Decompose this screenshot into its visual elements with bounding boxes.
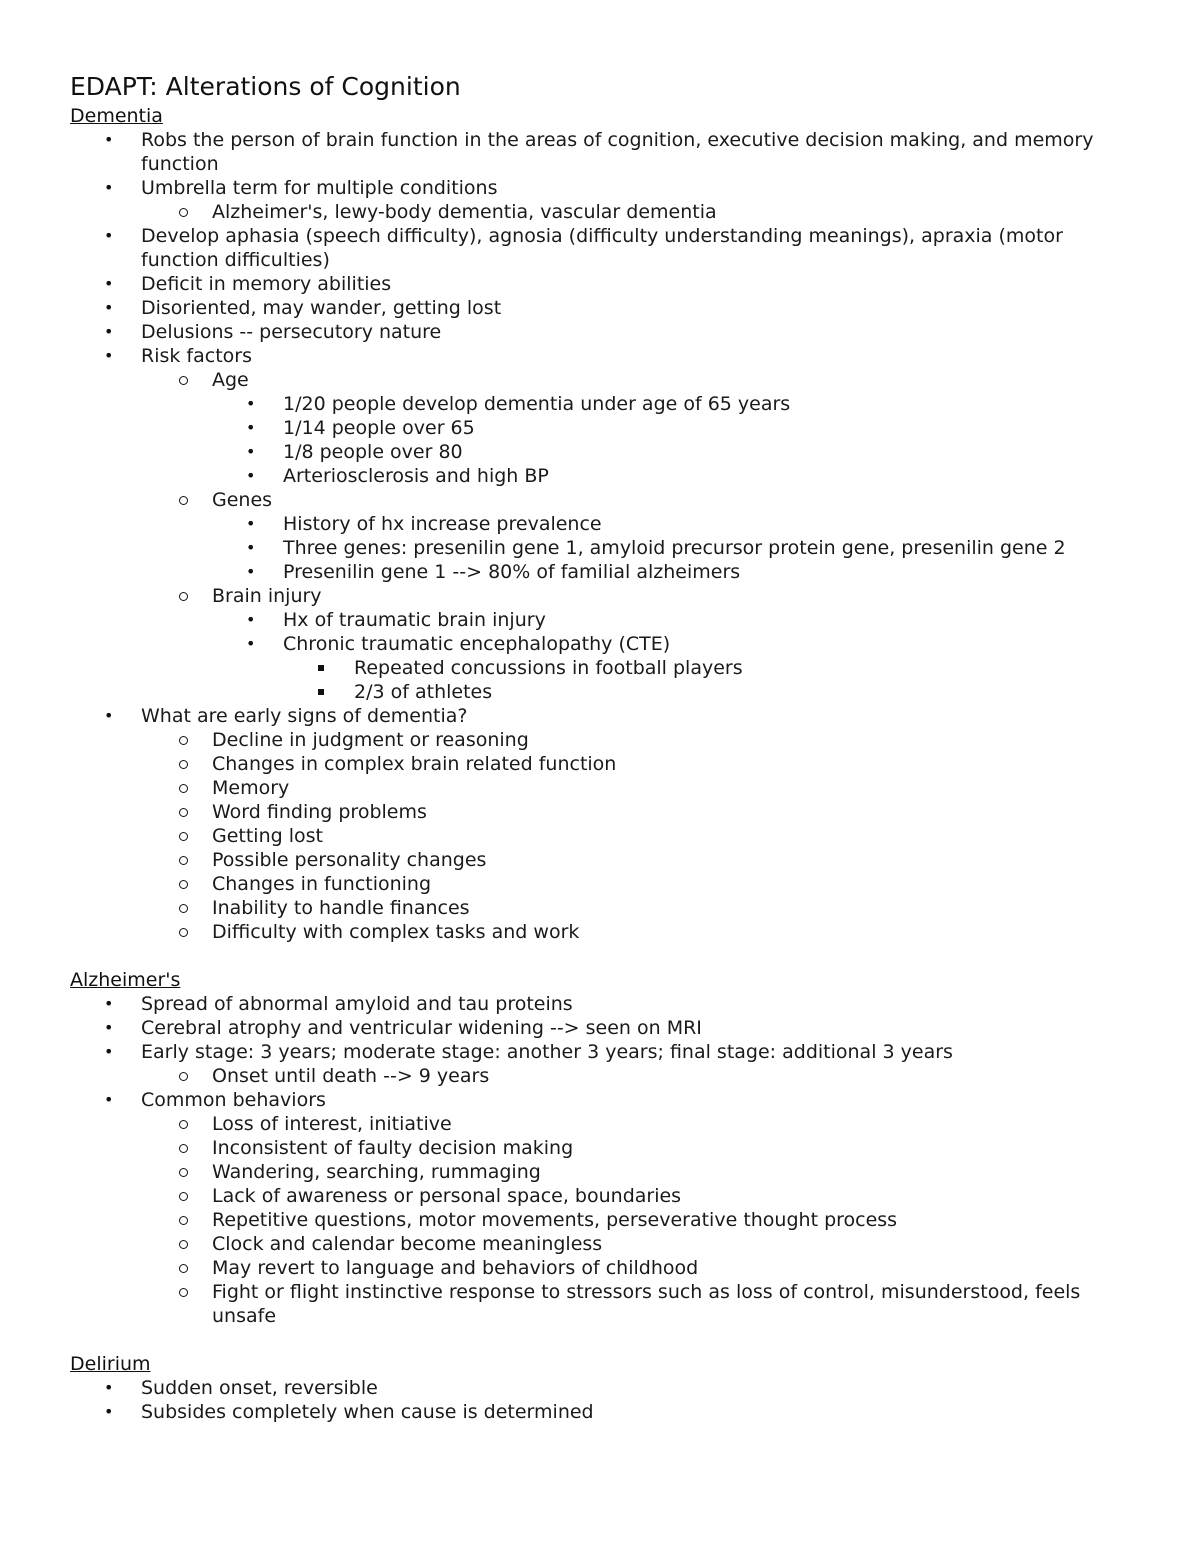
hollow-circle-bullet-icon bbox=[179, 856, 188, 865]
list-item bbox=[70, 224, 1130, 272]
list-item bbox=[70, 704, 1130, 944]
document-page bbox=[70, 70, 1130, 1424]
bullet-icon bbox=[246, 440, 255, 464]
square-bullet-icon bbox=[318, 665, 324, 671]
list-item bbox=[70, 1112, 1130, 1136]
hollow-circle-bullet-icon bbox=[179, 784, 188, 793]
list-item-text: Inability to handle finances bbox=[212, 897, 470, 919]
list-item-text: Genes bbox=[212, 489, 273, 511]
list-item bbox=[70, 992, 1130, 1016]
list-item-text: Three genes: presenilin gene 1, amyloid precursor protein gene, presenilin gene 2 bbox=[283, 537, 1066, 559]
hollow-circle-bullet-icon bbox=[179, 376, 188, 385]
list-item-text: Spread of abnormal amyloid and tau proteins bbox=[141, 993, 573, 1015]
list-item-text: Presenilin gene 1 --> 80% of familial alzheimers bbox=[283, 561, 741, 583]
list-item bbox=[70, 680, 1130, 704]
list-item-text: Common behaviors bbox=[141, 1089, 326, 1111]
list-item-text: 1/8 people over 80 bbox=[283, 441, 463, 463]
list-item-text: Fight or flight instinctive response to stressors such as loss of control, misunderstood, feels unsafe bbox=[212, 1281, 1081, 1327]
hollow-circle-bullet-icon bbox=[179, 904, 188, 913]
section-heading-dementia: Dementia bbox=[70, 105, 163, 127]
bullet-icon bbox=[104, 344, 113, 368]
list-item bbox=[70, 512, 1130, 536]
list-item bbox=[70, 296, 1130, 320]
delirium-list bbox=[70, 1376, 1130, 1424]
hollow-circle-bullet-icon bbox=[179, 496, 188, 505]
nested-list bbox=[70, 512, 1130, 584]
list-item-text: Chronic traumatic encephalopathy (CTE) bbox=[283, 633, 671, 655]
list-item bbox=[70, 272, 1130, 296]
nested-list bbox=[70, 392, 1130, 488]
list-item-text: Memory bbox=[212, 777, 290, 799]
list-item bbox=[70, 1040, 1130, 1088]
list-item bbox=[70, 800, 1130, 824]
bullet-icon bbox=[246, 560, 255, 584]
list-item-text: Clock and calendar become meaningless bbox=[212, 1233, 603, 1255]
list-item-text: Repeated concussions in football players bbox=[354, 657, 743, 679]
list-item-text: Inconsistent of faulty decision making bbox=[212, 1137, 574, 1159]
list-item bbox=[70, 1088, 1130, 1328]
section-heading-delirium: Delirium bbox=[70, 1353, 151, 1375]
list-item bbox=[70, 344, 1130, 704]
bullet-icon bbox=[104, 224, 113, 248]
list-item bbox=[70, 128, 1130, 176]
section-alzheimers bbox=[70, 968, 1130, 1328]
bullet-icon bbox=[246, 392, 255, 416]
hollow-circle-bullet-icon bbox=[179, 1168, 188, 1177]
bullet-icon bbox=[104, 296, 113, 320]
list-item bbox=[70, 656, 1130, 680]
bullet-icon bbox=[246, 416, 255, 440]
list-item-text: Onset until death --> 9 years bbox=[212, 1065, 490, 1087]
list-item bbox=[70, 1280, 1130, 1328]
document-title: EDAPT: Alterations of Cognition bbox=[70, 72, 461, 101]
hollow-circle-bullet-icon bbox=[179, 1144, 188, 1153]
bullet-icon bbox=[104, 1376, 113, 1400]
list-item-text: Alzheimer's, lewy-body dementia, vascular dementia bbox=[212, 201, 717, 223]
list-item bbox=[70, 1016, 1130, 1040]
hollow-circle-bullet-icon bbox=[179, 1288, 188, 1297]
bullet-icon bbox=[104, 704, 113, 728]
hollow-circle-bullet-icon bbox=[179, 736, 188, 745]
list-item bbox=[70, 632, 1130, 704]
list-item-text: What are early signs of dementia? bbox=[141, 705, 468, 727]
bullet-icon bbox=[104, 992, 113, 1016]
list-item-text: 1/14 people over 65 bbox=[283, 417, 475, 439]
list-item-text: 1/20 people develop dementia under age of 65 years bbox=[283, 393, 791, 415]
list-item bbox=[70, 392, 1130, 416]
list-item-text: Difficulty with complex tasks and work bbox=[212, 921, 580, 943]
list-item-text: Word finding problems bbox=[212, 801, 427, 823]
list-item bbox=[70, 1208, 1130, 1232]
hollow-circle-bullet-icon bbox=[179, 1192, 188, 1201]
hollow-circle-bullet-icon bbox=[179, 1072, 188, 1081]
list-item-text: Umbrella term for multiple conditions bbox=[141, 177, 498, 199]
list-item-text: Loss of interest, initiative bbox=[212, 1113, 452, 1135]
list-item-text: History of hx increase prevalence bbox=[283, 513, 602, 535]
bullet-icon bbox=[104, 272, 113, 296]
list-item bbox=[70, 584, 1130, 704]
bullet-icon bbox=[246, 632, 255, 656]
nested-list bbox=[70, 1112, 1130, 1328]
list-item bbox=[70, 752, 1130, 776]
list-item-text: Brain injury bbox=[212, 585, 322, 607]
list-item bbox=[70, 440, 1130, 464]
list-item bbox=[70, 776, 1130, 800]
nested-list bbox=[70, 656, 1130, 704]
list-item bbox=[70, 872, 1130, 896]
nested-list bbox=[70, 728, 1130, 944]
bullet-icon bbox=[104, 320, 113, 344]
list-item-text: Develop aphasia (speech difficulty), agnosia (difficulty understanding meanings), apraxia (motor function difficulties) bbox=[141, 225, 1063, 271]
list-item bbox=[70, 560, 1130, 584]
list-item bbox=[70, 488, 1130, 584]
list-item-text: Sudden onset, reversible bbox=[141, 1377, 378, 1399]
bullet-icon bbox=[104, 1040, 113, 1064]
section-heading-alzheimers: Alzheimer's bbox=[70, 969, 181, 991]
hollow-circle-bullet-icon bbox=[179, 1240, 188, 1249]
list-item bbox=[70, 1064, 1130, 1088]
hollow-circle-bullet-icon bbox=[179, 880, 188, 889]
list-item-text: Decline in judgment or reasoning bbox=[212, 729, 529, 751]
hollow-circle-bullet-icon bbox=[179, 832, 188, 841]
list-item-text: Possible personality changes bbox=[212, 849, 487, 871]
section-dementia bbox=[70, 104, 1130, 944]
list-item-text: Subsides completely when cause is determined bbox=[141, 1401, 594, 1423]
list-item-text: Risk factors bbox=[141, 345, 252, 367]
list-item bbox=[70, 1160, 1130, 1184]
bullet-icon bbox=[246, 464, 255, 488]
list-item bbox=[70, 368, 1130, 488]
nested-list bbox=[70, 1064, 1130, 1088]
list-item bbox=[70, 1376, 1130, 1400]
list-item bbox=[70, 920, 1130, 944]
list-item bbox=[70, 1232, 1130, 1256]
bullet-icon bbox=[104, 1088, 113, 1112]
list-item-text: Repetitive questions, motor movements, perseverative thought process bbox=[212, 1209, 898, 1231]
list-item bbox=[70, 848, 1130, 872]
list-item-text: Early stage: 3 years; moderate stage: another 3 years; final stage: additional 3 years bbox=[141, 1041, 953, 1063]
list-item bbox=[70, 896, 1130, 920]
list-item-text: Wandering, searching, rummaging bbox=[212, 1161, 541, 1183]
bullet-icon bbox=[246, 536, 255, 560]
hollow-circle-bullet-icon bbox=[179, 808, 188, 817]
nested-list bbox=[70, 368, 1130, 704]
list-item-text: Robs the person of brain function in the areas of cognition, executive decision making, and memory function bbox=[141, 129, 1094, 175]
bullet-icon bbox=[104, 1400, 113, 1424]
list-item-text: 2/3 of athletes bbox=[354, 681, 493, 703]
section-delirium bbox=[70, 1352, 1130, 1424]
nested-list bbox=[70, 608, 1130, 704]
list-item bbox=[70, 200, 1130, 224]
list-item bbox=[70, 728, 1130, 752]
list-item-text: Hx of traumatic brain injury bbox=[283, 609, 546, 631]
list-item bbox=[70, 320, 1130, 344]
alzheimers-list bbox=[70, 992, 1130, 1328]
hollow-circle-bullet-icon bbox=[179, 1264, 188, 1273]
hollow-circle-bullet-icon bbox=[179, 1120, 188, 1129]
list-item-text: Changes in complex brain related function bbox=[212, 753, 617, 775]
hollow-circle-bullet-icon bbox=[179, 928, 188, 937]
bullet-icon bbox=[246, 608, 255, 632]
bullet-icon bbox=[104, 1016, 113, 1040]
list-item-text: Cerebral atrophy and ventricular widening --> seen on MRI bbox=[141, 1017, 702, 1039]
list-item bbox=[70, 608, 1130, 632]
list-item-text: Lack of awareness or personal space, boundaries bbox=[212, 1185, 682, 1207]
list-item bbox=[70, 464, 1130, 488]
list-item bbox=[70, 176, 1130, 224]
list-item-text: Deficit in memory abilities bbox=[141, 273, 392, 295]
list-item bbox=[70, 824, 1130, 848]
hollow-circle-bullet-icon bbox=[179, 208, 188, 217]
nested-list bbox=[70, 200, 1130, 224]
list-item-text: Arteriosclerosis and high BP bbox=[283, 465, 549, 487]
bullet-icon bbox=[104, 128, 113, 152]
list-item bbox=[70, 1400, 1130, 1424]
hollow-circle-bullet-icon bbox=[179, 760, 188, 769]
bullet-icon bbox=[104, 176, 113, 200]
list-item bbox=[70, 1136, 1130, 1160]
list-item bbox=[70, 1256, 1130, 1280]
list-item-text: Delusions -- persecutory nature bbox=[141, 321, 442, 343]
list-item bbox=[70, 1184, 1130, 1208]
list-item-text: Changes in functioning bbox=[212, 873, 432, 895]
dementia-list bbox=[70, 128, 1130, 944]
square-bullet-icon bbox=[318, 689, 324, 695]
list-item-text: Getting lost bbox=[212, 825, 323, 847]
bullet-icon bbox=[246, 512, 255, 536]
hollow-circle-bullet-icon bbox=[179, 1216, 188, 1225]
list-item-text: Disoriented, may wander, getting lost bbox=[141, 297, 502, 319]
list-item bbox=[70, 416, 1130, 440]
list-item bbox=[70, 536, 1130, 560]
hollow-circle-bullet-icon bbox=[179, 592, 188, 601]
list-item-text: May revert to language and behaviors of childhood bbox=[212, 1257, 699, 1279]
list-item-text: Age bbox=[212, 369, 249, 391]
